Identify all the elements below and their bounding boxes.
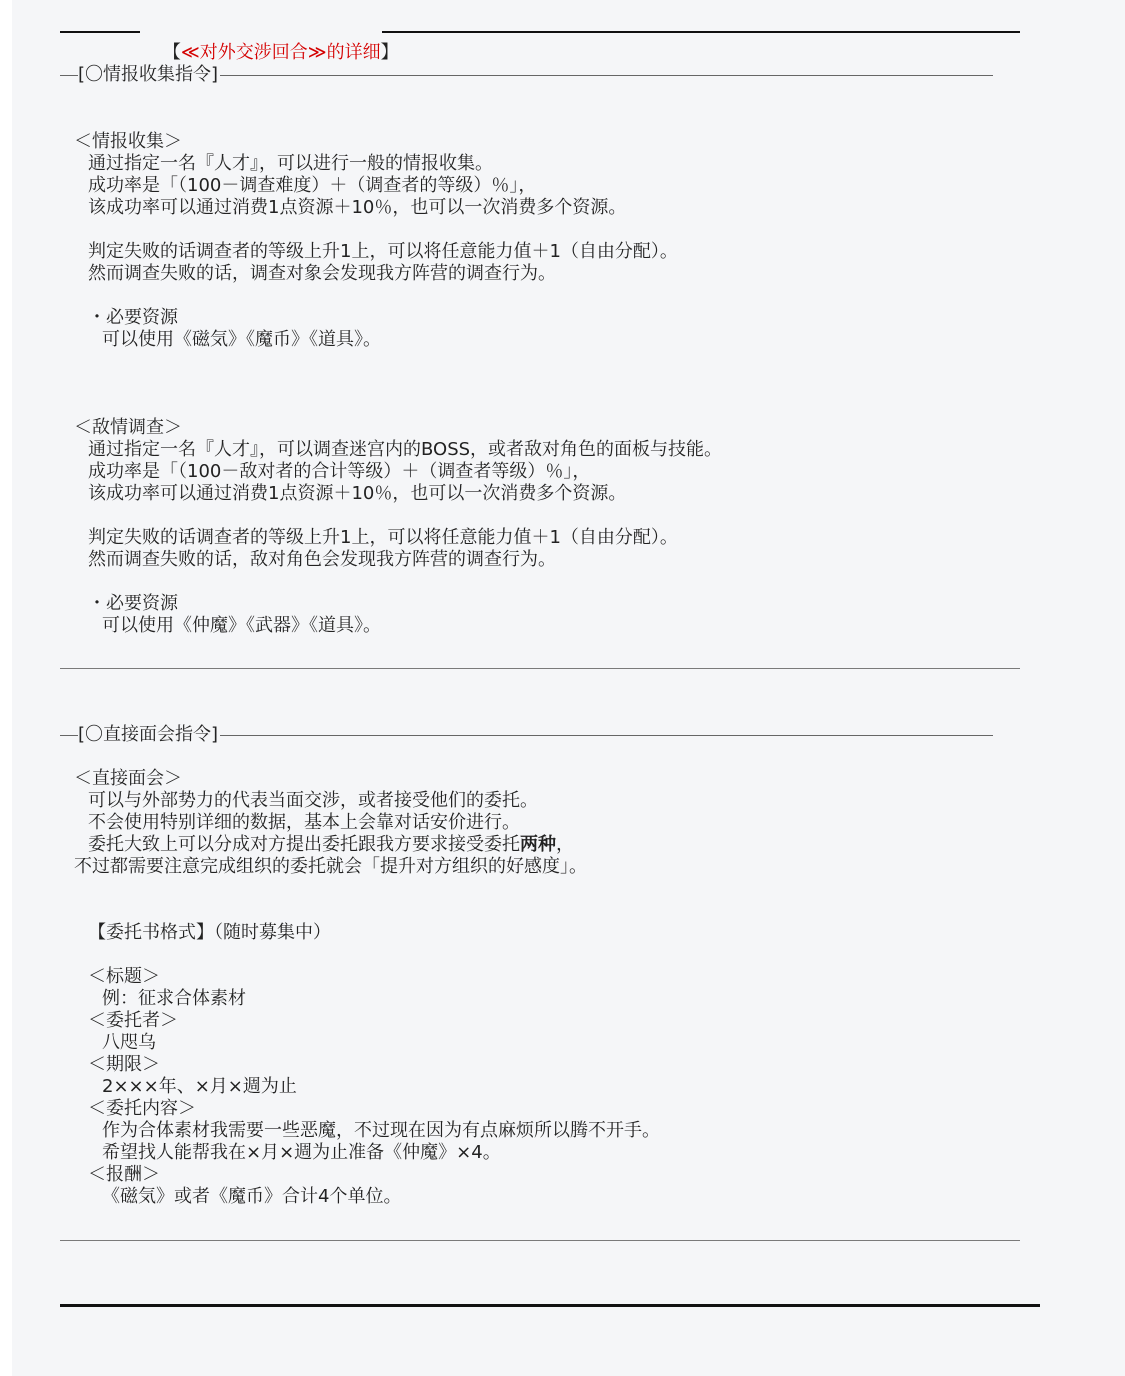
resource-text: 可以使用《磁気》《魔币》《道具》。 [102, 329, 381, 350]
section-meeting-title: [〇直接面会指令] [60, 724, 993, 746]
field-label-title: ＜标题＞ [88, 966, 160, 987]
format-title: 【委托书格式】（随时募集中） [88, 922, 331, 943]
enemy-survey-line: 判定失败的话调查者的等级上升1上，可以将任意能力值＋1（自由分配）。 [88, 527, 678, 548]
page-end-rule [60, 1304, 1040, 1307]
field-value-content: 希望找人能帮我在×月×週为止准备《仲魔》×4。 [102, 1142, 501, 1163]
page-title: 【≪对外交涉回合≫的详细】 [162, 42, 399, 63]
meeting-line: 可以与外部势力的代表当面交涉，或者接受他们的委托。 [88, 790, 538, 811]
field-label-client: ＜委托者＞ [88, 1010, 178, 1031]
info-gather-line: 该成功率可以通过消费1点资源＋10％，也可以一次消费多个资源。 [88, 197, 627, 218]
field-value-deadline: 2×××年、×月×週为止 [102, 1076, 297, 1097]
enemy-survey-heading: ＜敌情调查＞ [74, 417, 182, 438]
field-label-content: ＜委托内容＞ [88, 1098, 196, 1119]
enemy-survey-line: 该成功率可以通过消费1点资源＋10％，也可以一次消费多个资源。 [88, 483, 627, 504]
section-divider [60, 1240, 1020, 1241]
section-divider [60, 668, 1020, 669]
enemy-survey-line: 成功率是「（100－敌对者的合计等级）＋（调查者等级）％」， [88, 461, 591, 482]
resource-label: ・必要资源 [88, 307, 178, 328]
enemy-survey-line: 通过指定一名『人才』，可以调查迷宫内的BOSS，或者敌对角色的面板与技能。 [88, 439, 723, 460]
resource-text: 可以使用《仲魔》《武器》《道具》。 [102, 615, 381, 636]
info-gather-line: 成功率是「（100－调查难度）＋（调查者的等级）％」， [88, 175, 537, 196]
meeting-heading: ＜直接面会＞ [74, 768, 182, 789]
field-label-reward: ＜报酬＞ [88, 1164, 160, 1185]
section-info-title: [〇情报收集指令] [60, 64, 993, 86]
meeting-line: 不会使用特别详细的数据，基本上会靠对话安价进行。 [88, 812, 520, 833]
info-gather-line: 然而调查失败的话，调查对象会发现我方阵营的调查行为。 [88, 263, 556, 284]
field-value-title: 例：征求合体素材 [102, 988, 246, 1009]
title-rule-left [60, 31, 140, 33]
title-rule-right [382, 31, 1020, 33]
meeting-line: 不过都需要注意完成组织的委托就会「提升对方组织的好感度」。 [74, 856, 587, 877]
field-value-reward: 《磁気》或者《魔币》合计4个单位。 [102, 1186, 402, 1207]
info-gather-line: 判定失败的话调查者的等级上升1上，可以将任意能力值＋1（自由分配）。 [88, 241, 678, 262]
info-gather-line: 通过指定一名『人才』，可以进行一般的情报收集。 [88, 153, 493, 174]
enemy-survey-line: 然而调查失败的话，敌对角色会发现我方阵营的调查行为。 [88, 549, 556, 570]
document-page [12, 0, 1125, 1376]
field-label-deadline: ＜期限＞ [88, 1054, 160, 1075]
resource-label: ・必要资源 [88, 593, 178, 614]
meeting-line: 委托大致上可以分成对方提出委托跟我方要求接受委托两种， [88, 834, 574, 855]
field-value-client: 八咫乌 [102, 1032, 156, 1053]
field-value-content: 作为合体素材我需要一些恶魔，不过现在因为有点麻烦所以腾不开手。 [102, 1120, 660, 1141]
info-gather-heading: ＜情报收集＞ [74, 131, 182, 152]
